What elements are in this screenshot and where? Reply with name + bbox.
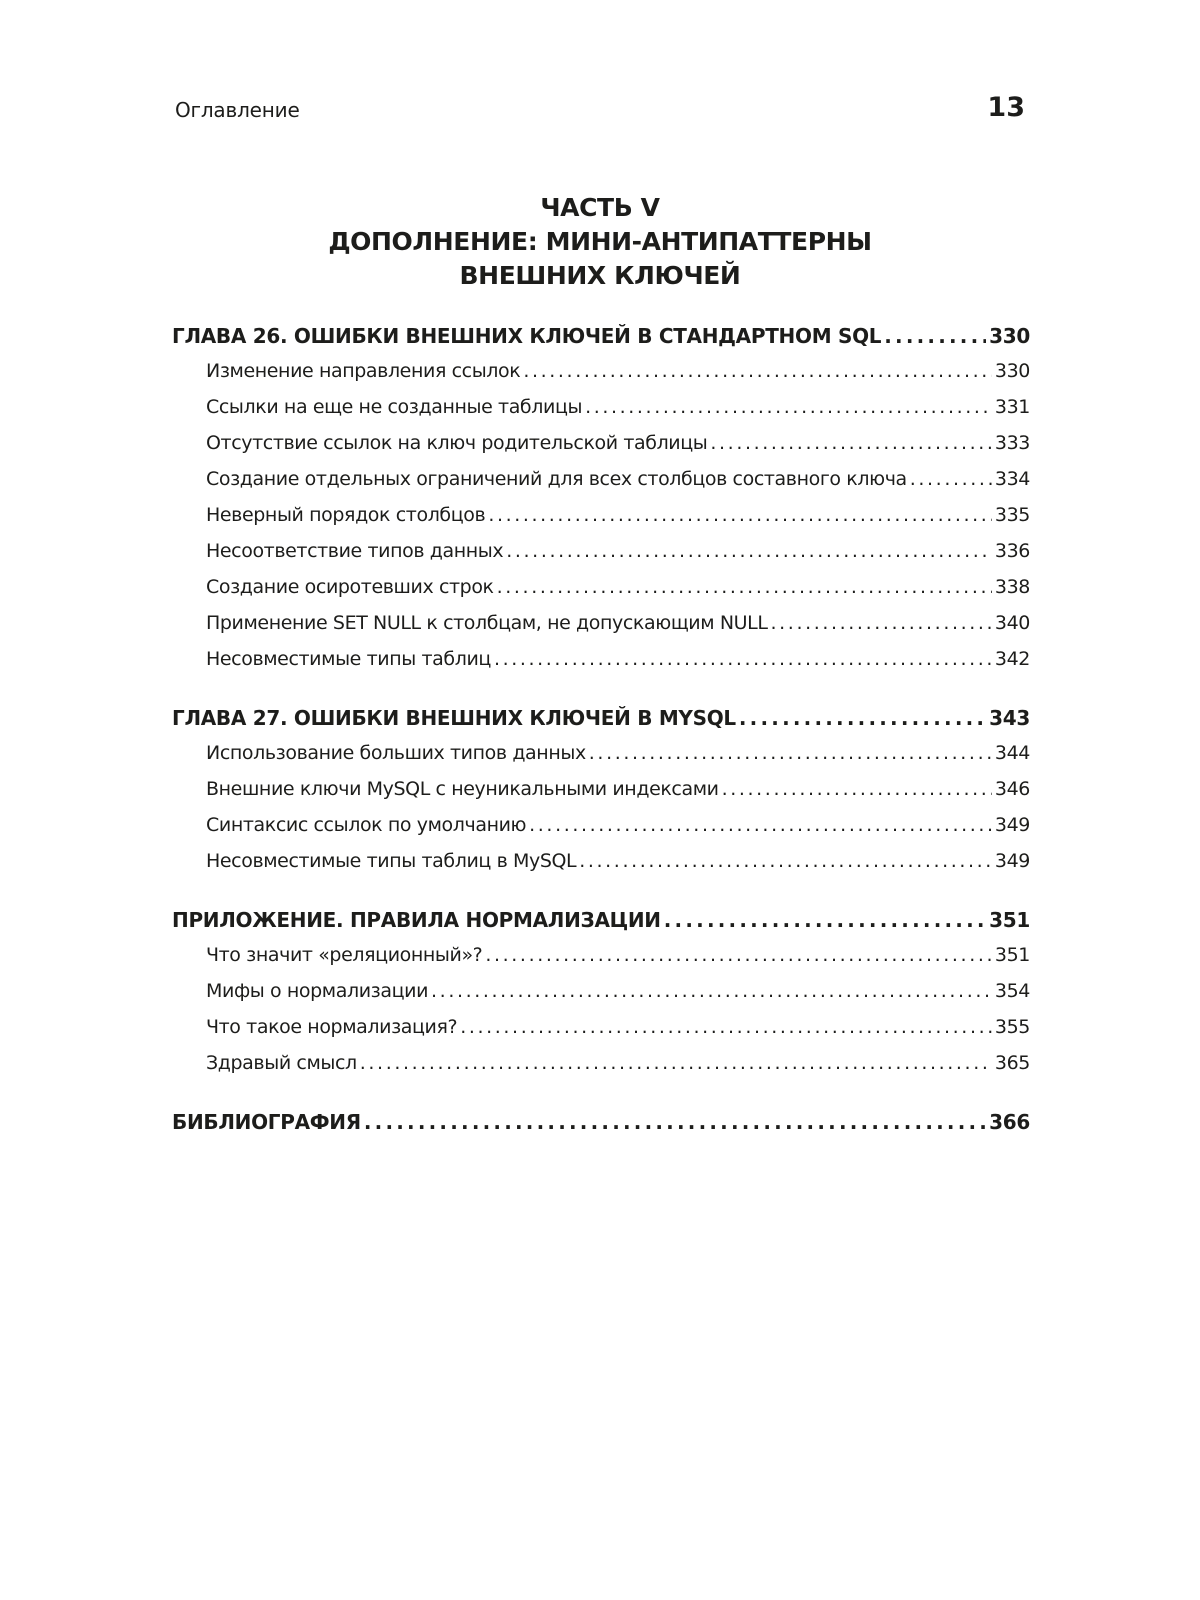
toc-page-number: 365 — [994, 1052, 1030, 1074]
toc-section[interactable] — [172, 778, 1030, 814]
toc-section[interactable] — [172, 980, 1030, 1016]
toc-section[interactable] — [172, 396, 1030, 432]
toc-page-number: 346 — [994, 778, 1030, 800]
leader-dots — [431, 980, 992, 1002]
toc-page-number: 343 — [989, 706, 1030, 730]
leader-dots — [460, 1016, 992, 1038]
leader-dots — [494, 648, 992, 670]
toc-chapter-26[interactable] — [172, 324, 1030, 354]
toc-page-number: 331 — [994, 396, 1030, 418]
toc-section-title: Изменение направления ссылок — [206, 360, 521, 382]
part-title — [0, 191, 1200, 293]
leader-dots — [523, 360, 992, 382]
toc-section[interactable] — [172, 1016, 1030, 1052]
toc-chapter-title: ГЛАВА 26. ОШИБКИ ВНЕШНИХ КЛЮЧЕЙ В СТАНДАРТНОМ SQL — [172, 324, 882, 348]
toc-chapter-title: ПРИЛОЖЕНИЕ. ПРАВИЛА НОРМАЛИЗАЦИИ — [172, 908, 661, 932]
toc-page-number: 330 — [994, 360, 1030, 382]
toc-page-number: 349 — [994, 850, 1030, 872]
toc-section[interactable] — [172, 1052, 1030, 1088]
table-of-contents — [172, 324, 1030, 1140]
toc-page-number: 351 — [994, 944, 1030, 966]
toc-page-number: 342 — [994, 648, 1030, 670]
leader-dots — [585, 396, 992, 418]
toc-section-title: Несовместимые типы таблиц — [206, 648, 491, 670]
toc-section-title: Синтаксис ссылок по умолчанию — [206, 814, 527, 836]
leader-dots — [884, 324, 986, 348]
leader-dots — [488, 504, 992, 526]
toc-page-number: 333 — [994, 432, 1030, 454]
toc-section[interactable] — [172, 648, 1030, 684]
toc-section[interactable] — [172, 944, 1030, 980]
leader-dots — [364, 1110, 986, 1134]
leader-dots — [506, 540, 992, 562]
toc-section[interactable] — [172, 468, 1030, 504]
leader-dots — [360, 1052, 992, 1074]
toc-section[interactable] — [172, 814, 1030, 850]
toc-section-title: Ссылки на еще не созданные таблицы — [206, 396, 583, 418]
toc-page-number: 336 — [994, 540, 1030, 562]
toc-section[interactable] — [172, 850, 1030, 886]
part-title-line: ЧАСТЬ V — [540, 193, 660, 222]
toc-page-number: 355 — [994, 1016, 1030, 1038]
toc-section-title: Мифы о нормализации — [206, 980, 429, 1002]
part-title-line: ВНЕШНИХ КЛЮЧЕЙ — [459, 261, 741, 290]
leader-dots — [579, 850, 992, 872]
toc-page-number: 330 — [989, 324, 1030, 348]
toc-page-number: 344 — [994, 742, 1030, 764]
toc-section-title: Использование больших типов данных — [206, 742, 586, 764]
toc-section-title: Несовместимые типы таблиц в MySQL — [206, 850, 577, 872]
toc-section-title: Здравый смысл — [206, 1052, 357, 1074]
toc-section[interactable] — [172, 742, 1030, 778]
toc-section-title: Неверный порядок столбцов — [206, 504, 486, 526]
part-title-line: ДОПОЛНЕНИЕ: МИНИ-АНТИПАТТЕРНЫ — [328, 227, 872, 256]
toc-section[interactable] — [172, 612, 1030, 648]
toc-section[interactable] — [172, 540, 1030, 576]
leader-dots — [589, 742, 992, 764]
toc-page-number: 334 — [994, 468, 1030, 490]
running-head: Оглавление — [175, 98, 300, 122]
toc-appendix[interactable] — [172, 908, 1030, 938]
leader-dots — [497, 576, 992, 598]
leader-dots — [722, 778, 992, 800]
toc-section-title: Создание осиротевших строк — [206, 576, 494, 598]
leader-dots — [485, 944, 992, 966]
toc-page-number: 366 — [989, 1110, 1030, 1134]
toc-page-number: 351 — [989, 908, 1030, 932]
toc-section[interactable] — [172, 504, 1030, 540]
leader-dots — [664, 908, 986, 932]
leader-dots — [771, 612, 992, 634]
toc-section-title: Что значит «реляционный»? — [206, 944, 483, 966]
toc-page-number: 340 — [994, 612, 1030, 634]
page-number: 13 — [987, 92, 1025, 123]
leader-dots — [529, 814, 992, 836]
toc-chapter-title: БИБЛИОГРАФИЯ — [172, 1110, 361, 1134]
toc-section[interactable] — [172, 576, 1030, 612]
leader-dots — [910, 468, 992, 490]
toc-section-title: Внешние ключи MySQL с неуникальными индексами — [206, 778, 719, 800]
toc-page-number: 349 — [994, 814, 1030, 836]
toc-page-number: 338 — [994, 576, 1030, 598]
toc-chapter-title: ГЛАВА 27. ОШИБКИ ВНЕШНИХ КЛЮЧЕЙ В MYSQL — [172, 706, 736, 730]
leader-dots — [710, 432, 992, 454]
toc-section-title: Применение SET NULL к столбцам, не допускающим NULL — [206, 612, 768, 634]
toc-section[interactable] — [172, 432, 1030, 468]
toc-section-title: Создание отдельных ограничений для всех столбцов составного ключа — [206, 468, 907, 490]
toc-bibliography[interactable] — [172, 1110, 1030, 1140]
toc-section[interactable] — [172, 360, 1030, 396]
leader-dots — [739, 706, 986, 730]
toc-page-number: 335 — [994, 504, 1030, 526]
toc-chapter-27[interactable] — [172, 706, 1030, 736]
toc-page-number: 354 — [994, 980, 1030, 1002]
toc-section-title: Несоответствие типов данных — [206, 540, 504, 562]
toc-section-title: Что такое нормализация? — [206, 1016, 458, 1038]
toc-section-title: Отсутствие ссылок на ключ родительской таблицы — [206, 432, 708, 454]
